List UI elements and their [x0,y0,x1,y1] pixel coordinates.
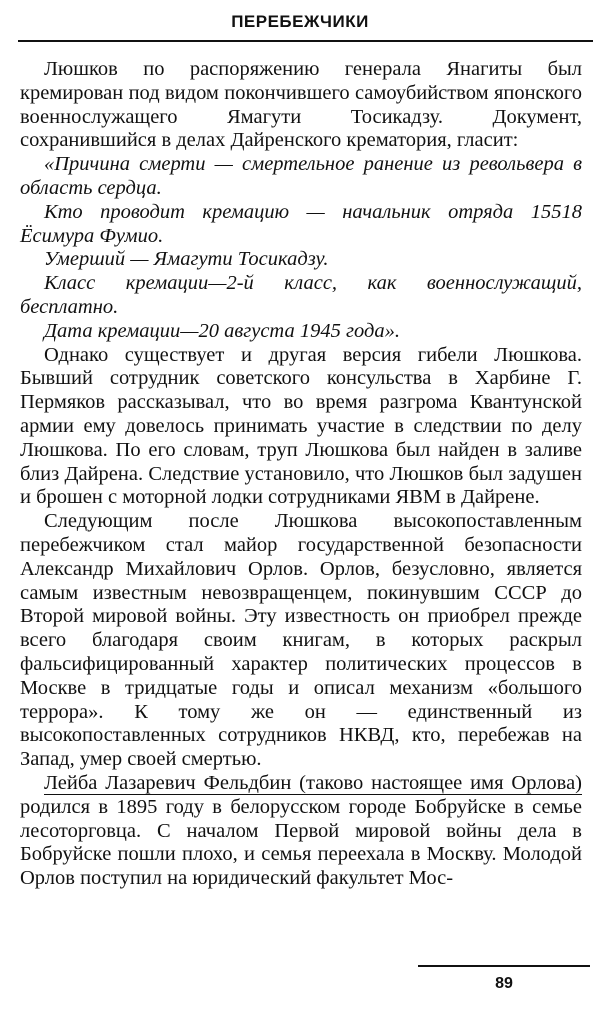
paragraph-4 [20,772,582,891]
underlined-real-name: Лейба Лазаревич Фельдбин (таково настоящее имя Орлова) [44,771,582,794]
header-rule [18,40,593,42]
paragraph-4-rest: родился в 1895 году в белорусском городе Бобруйске в семье лесоторговца. С началом Первой мировой войны дела в Бобруйске пошли плохо, и семья переехала в Москву. Молодой Орлов поступил на юридический факультет Мос- [20,795,582,890]
quote-line-cause-of-death: «Причина смерти — смертельное ранение из револьвера в область сердца. [20,153,582,199]
page-body [20,58,582,891]
running-header: ПЕРЕБЕЖЧИКИ [231,12,369,31]
quote-line-cremation-date: Дата кремации—20 августа 1945 года». [44,319,400,342]
cremation-document-quote [20,153,582,343]
footer-rule [418,965,590,967]
paragraph-1: Люшков по распоряжению генерала Янагиты был кремирован под видом покончившего самоубийством японского военнослужащего Ямагути Тосикадзу. Документ, сохранившийся в делах Дайренского крематория, гласит: [20,58,582,152]
quote-line-cremation-class: Класс кремации—2-й класс, как военнослужащий, бесплатно. [20,272,582,318]
page-number: 89 [495,975,513,992]
quote-line-cremation-performer: Кто проводит кремацию — начальник отряда 15518 Ёсимура Фумио. [20,200,582,247]
paragraph-3: Следующим после Люшкова высокопоставленным перебежчиком стал майор государственной безопасности Александр Михайлович Орлов. Орлов, безусловно, является самым известным невозвращенцем, покинувшим СССР до Второй мировой войны. Эту известность он приобрел прежде всего благодаря своим книгам, в которых раскрыл фальсифицированный характер политических процессов в Москве в тридцатые годы и описал механизм «большого террора». К тому же он — единственный из высокопоставленных сотрудников НКВД, кто, перебежав на Запад, умер своей смертью. [20,510,582,771]
paragraph-2: Однако существует и другая версия гибели Люшкова. Бывший сотрудник советского консульства в Харбине Г. Пермяков рассказывал, что во время разгрома Квантунской армии ему довелось принимать участие в следствии по делу Люшкова. По его словам, труп Люшкова был найден в заливе близ Дайрена. Следствие установило, что Люшков был задушен и брошен с моторной лодки сотрудниками ЯВМ в Дайрене. [20,343,582,509]
quote-line-deceased: Умерший — Ямагути Тосикадзу. [44,248,329,271]
